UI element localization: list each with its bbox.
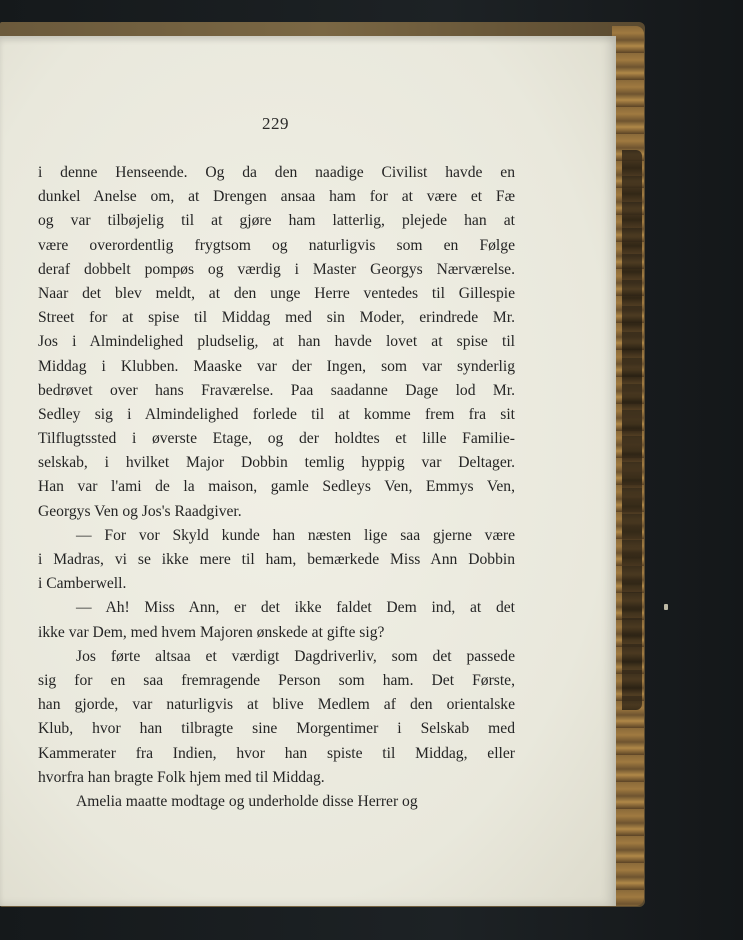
- text-line: dunkel Anelse om, at Drengen ansaa ham for at være et Fæ: [38, 188, 515, 206]
- text-line: — Ah! Miss Ann, er det ikke faldet Dem ind, at det: [76, 599, 515, 617]
- text-line: sig for en saa fremragende Person som ham. Det Første,: [38, 671, 515, 689]
- text-line: Sedley sig i Almindelighed forlede til at komme frem fra sit: [38, 405, 515, 423]
- text-line: og var tilbøjelig til at gjøre ham latterlig, plejede han at: [38, 212, 515, 230]
- page-number: 229: [262, 114, 289, 133]
- text-line: selskab, i hvilket Major Dobbin temlig hyppig var Deltager.: [38, 454, 515, 472]
- text-line: Jos førte altsaa et værdigt Dagdriverliv, som det passede: [76, 647, 515, 665]
- text-line: Jos i Almindelighed pludselig, at han havde lovet at spise til: [38, 333, 515, 351]
- text-line: ikke var Dem, med hvem Majoren ønskede at gifte sig?: [38, 623, 385, 641]
- text-line: hvorfra han bragte Folk hjem med til Middag.: [38, 768, 325, 786]
- text-line: i Madras, vi se ikke mere til ham, bemærkede Miss Ann Dobbin: [38, 551, 515, 568]
- text-line: Amelia maatte modtage og underholde disse Herrer og: [76, 792, 418, 810]
- text-line: være overordentlig frygtsom og naturligvis som en Følge: [38, 236, 515, 254]
- scan-speck: [664, 604, 668, 610]
- text-line: Middag i Klubben. Maaske var der Ingen, som var synderlig: [38, 357, 515, 375]
- text-line: bedrøvet over hans Fraværelse. Paa saadanne Dage lod Mr.: [38, 381, 515, 399]
- page-body-text: [38, 161, 515, 814]
- text-line: deraf dobbelt pompøs og værdig i Master Georgys Nærværelse.: [38, 260, 515, 278]
- text-line: Georgys Ven og Jos's Raadgiver.: [38, 502, 242, 520]
- text-line: Street for at spise til Middag med sin Moder, erindrede Mr.: [38, 309, 515, 327]
- book-page-edges-shadow: [622, 150, 642, 710]
- text-line: Klub, hvor han tilbragte sine Morgentimer i Selskab med: [38, 720, 515, 738]
- text-line: Kammerater fra Indien, hvor han spiste til Middag, eller: [38, 744, 515, 762]
- text-line: Tilflugtssted i øverste Etage, og der holdtes et lille Familie-: [38, 430, 515, 448]
- text-line: Naar det blev meldt, at den unge Herre ventedes til Gillespie: [38, 284, 515, 302]
- text-line: — For vor Skyld kunde han næsten lige saa gjerne være: [76, 526, 515, 544]
- text-line: Han var l'ami de la maison, gamle Sedleys Ven, Emmys Ven,: [38, 478, 515, 496]
- text-line: i denne Henseende. Og da den naadige Civilist havde en: [38, 164, 515, 181]
- text-line: han gjorde, var naturligvis at blive Medlem af den orientalske: [38, 696, 515, 714]
- book-page: [0, 36, 616, 906]
- text-line: i Camberwell.: [38, 575, 127, 593]
